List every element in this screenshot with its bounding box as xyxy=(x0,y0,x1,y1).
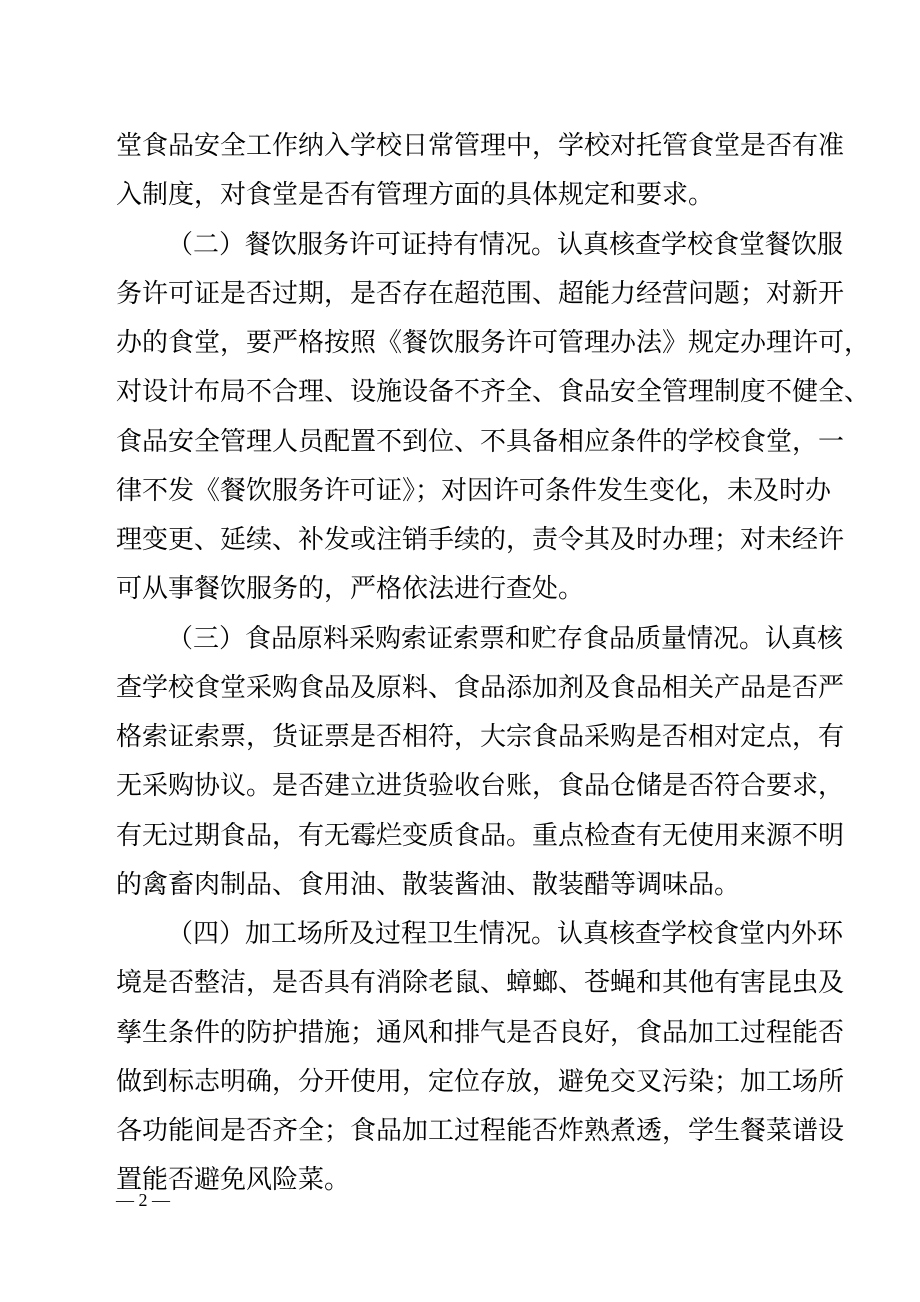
text-line: 各功能间是否齐全；食品加工过程能否炸熟煮透，学生餐菜谱设 xyxy=(116,1116,845,1146)
text-line: 食品安全管理人员配置不到位、不具备相应条件的学校食堂，一 xyxy=(116,427,845,457)
text-line: 孳生条件的防护措施；通风和排气是否良好，食品加工过程能否 xyxy=(116,1018,845,1048)
text-line: 的禽畜肉制品、食用油、散装酱油、散装醋等调味品。 xyxy=(116,870,741,900)
section-heading-line: （三）食品原料采购索证索票和贮存食品质量情况。认真核 xyxy=(167,624,844,654)
text-line: 有无过期食品，有无霉烂变质食品。重点检查有无使用来源不明 xyxy=(116,821,845,851)
text-line: 堂食品安全工作纳入学校日常管理中，学校对托管食堂是否有准 xyxy=(116,131,845,161)
text-line: 置能否避免风险菜。 xyxy=(116,1165,351,1195)
text-line: 办的食堂，要严格按照《餐饮服务许可管理办法》规定办理许可， xyxy=(116,328,871,358)
page-number: — 2 — xyxy=(116,1190,170,1210)
text-line: 境是否整洁，是否具有消除老鼠、蟑螂、苍蝇和其他有害昆虫及 xyxy=(116,968,845,998)
section-heading-line: （四）加工场所及过程卫生情况。认真核查学校食堂内外环 xyxy=(167,919,844,949)
text-line: 格索证索票，货证票是否相符，大宗食品采购是否相对定点，有 xyxy=(116,722,845,752)
text-line: 律不发《餐饮服务许可证》；对因许可条件发生变化，未及时办 xyxy=(116,476,832,506)
text-line: 理变更、延续、补发或注销手续的，责令其及时办理；对未经许 xyxy=(116,525,845,555)
text-line: 务许可证是否过期，是否存在超范围、超能力经营问题；对新开 xyxy=(116,279,845,309)
text-line: 对设计布局不合理、设施设备不齐全、食品安全管理制度不健全、 xyxy=(116,377,871,407)
text-line: 入制度，对食堂是否有管理方面的具体规定和要求。 xyxy=(116,180,715,210)
text-line: 做到标志明确，分开使用，定位存放，避免交叉污染；加工场所 xyxy=(116,1067,845,1097)
text-line: 可从事餐饮服务的，严格依法进行查处。 xyxy=(116,574,585,604)
section-heading-line: （二）餐饮服务许可证持有情况。认真核查学校食堂餐饮服 xyxy=(167,230,844,260)
text-line: 无采购协议。是否建立进货验收台账，食品仓储是否符合要求， xyxy=(116,771,845,801)
text-line: 查学校食堂采购食品及原料、食品添加剂及食品相关产品是否严 xyxy=(116,673,845,703)
